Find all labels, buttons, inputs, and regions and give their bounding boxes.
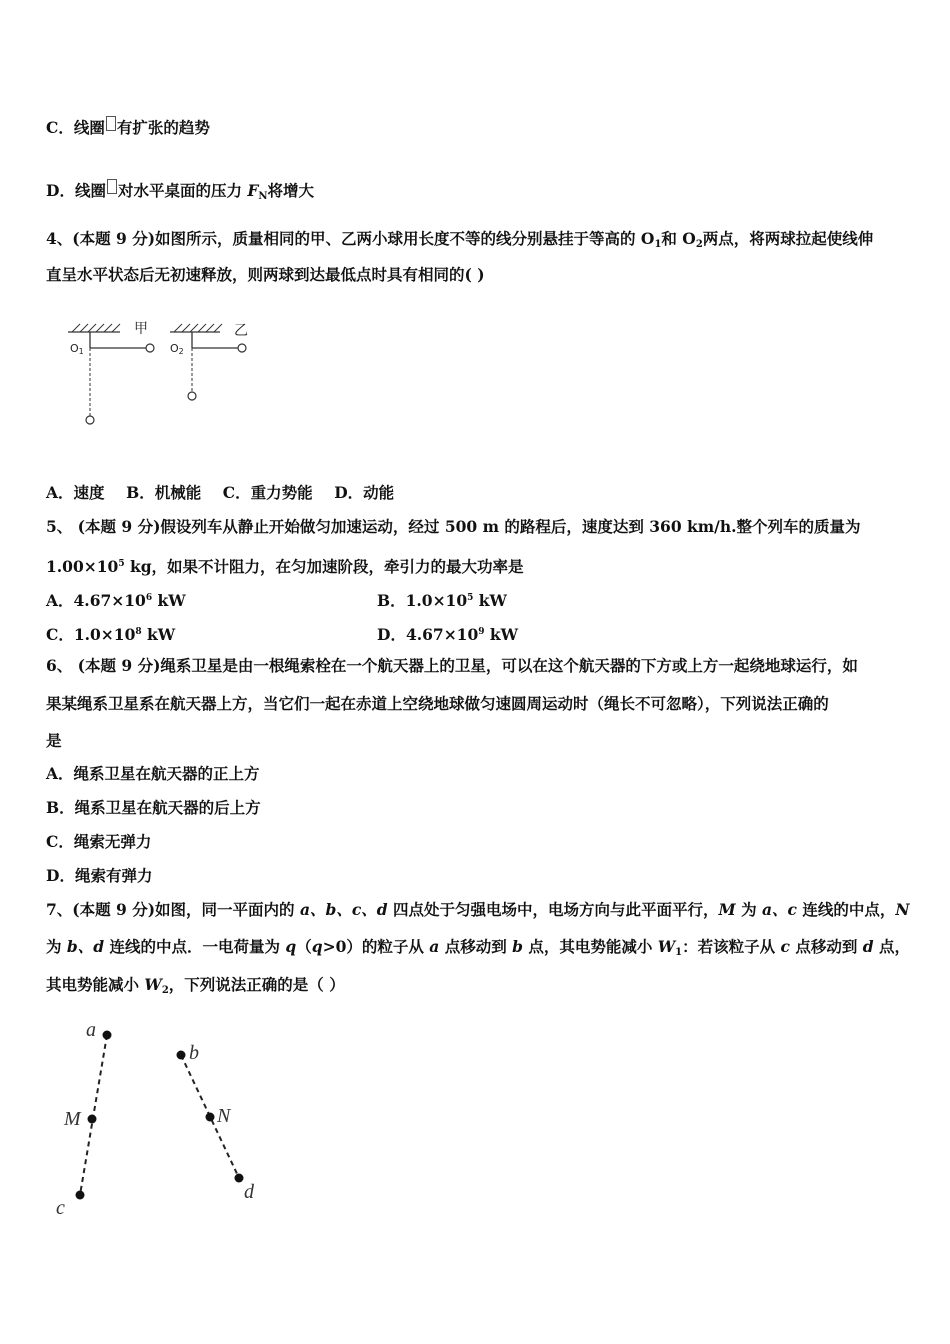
q5-option-c-value: C．1.0×10 xyxy=(46,625,136,644)
point-d xyxy=(235,1174,244,1183)
superscript: 8 xyxy=(135,627,142,637)
q7-text: ，下列说法正确的是（ ） xyxy=(168,975,345,994)
q7-var: d xyxy=(862,937,874,956)
q7-text: 其电势能减小 xyxy=(46,975,145,994)
q3-option-d xyxy=(46,179,314,207)
label-n: N xyxy=(217,1105,231,1127)
q7-var: q xyxy=(285,937,297,956)
q5-option-a-value: A．4.67×10 xyxy=(46,591,146,610)
q5-stem-line1: 5、 (本题 9 分)假设列车从静止开始做匀加速运动，经过 500 m 的路程后，速度达到 360 km/h.整个列车的质量为 xyxy=(46,517,861,536)
q7-text: 点，其电势能减小 xyxy=(522,937,658,956)
q5-option-c xyxy=(46,622,175,645)
point-n xyxy=(206,1113,215,1122)
q7-text: 点移动到 xyxy=(790,937,863,956)
q3-option-c xyxy=(46,116,210,138)
label-c: c xyxy=(56,1197,65,1219)
label-b: b xyxy=(189,1042,199,1064)
q5-stem-line2 xyxy=(46,554,524,577)
label-yi: 乙 xyxy=(234,323,248,339)
q7-var: W xyxy=(144,975,162,994)
point-a xyxy=(103,1031,112,1040)
q5-option-a-unit: kW xyxy=(152,591,186,610)
q7-text: >0）的粒子从 xyxy=(322,937,430,956)
q3-option-d-suffix: 将增大 xyxy=(267,181,315,200)
q7-text: 连线的中点， xyxy=(796,900,896,919)
q7-text: ：若该粒子从 xyxy=(682,937,781,956)
q7-var: b xyxy=(512,937,523,956)
q7-var: b、d xyxy=(66,937,105,956)
q7-text: 7、(本题 9 分)如图，同一平面内的 xyxy=(46,900,300,919)
q3-option-d-prefix: D．线圈 xyxy=(46,181,106,200)
q5-option-d-value: D．4.67×10 xyxy=(377,625,479,644)
q5-text: kg，如果不计阻力，在匀加速阶段，牵引力的最大功率是 xyxy=(124,557,524,576)
q4-stem-line1 xyxy=(46,229,873,255)
ball-yi-lowest xyxy=(188,392,196,400)
missing-glyph-icon xyxy=(107,179,117,194)
q4-stem-line2: 直呈水平状态后无初速释放，则两球到达最低点时具有相同的( ) xyxy=(46,265,485,284)
label-d: d xyxy=(244,1181,254,1203)
superscript: 5 xyxy=(118,559,125,569)
q3-option-c-text: 有扩张的趋势 xyxy=(116,118,210,137)
q5-option-b-unit: kW xyxy=(473,591,507,610)
q4-pendulum-figure xyxy=(60,318,260,430)
q7-text: 为 xyxy=(735,900,762,919)
q7-text: 为 xyxy=(46,937,67,956)
label-jia: 甲 xyxy=(134,321,148,337)
q7-text: 点， xyxy=(873,937,911,956)
q5-option-d xyxy=(377,622,518,645)
q4-text: 两点，将两球拉起使线伸 xyxy=(702,229,874,248)
q7-var: W xyxy=(657,937,676,956)
q5-option-a xyxy=(46,588,186,611)
label-a: a xyxy=(86,1019,96,1041)
q5-option-d-unit: kW xyxy=(484,625,519,644)
superscript: 5 xyxy=(467,593,474,603)
q6-stem-line1: 6、 (本题 9 分)绳系卫星是由一根绳索栓在一个航天器上的卫星，可以在这个航天器的下方或上方一起绕地球运行，如 xyxy=(46,656,858,675)
q7-text: 点移动到 xyxy=(439,937,513,956)
q7-var: a、b、c、d xyxy=(299,900,388,919)
ball-jia-lowest xyxy=(86,416,94,424)
force-symbol: F xyxy=(247,181,259,200)
q6-option-a: A．绳系卫星在航天器的正上方 xyxy=(46,764,260,783)
q7-var: q xyxy=(311,937,323,956)
q7-var: a xyxy=(429,937,440,956)
q4-text: 4、(本题 9 分)如图所示，质量相同的甲、乙两小球用长度不等的线分别悬挂于等高的 O xyxy=(46,229,655,248)
q7-stem-line3 xyxy=(46,975,345,1001)
q4-options: A．速度 B．机械能 C．重力势能 D．动能 xyxy=(46,483,395,502)
q3-option-c-prefix: C．线圈 xyxy=(46,118,105,137)
q3-option-d-text: 对水平桌面的压力 xyxy=(117,181,242,200)
ball-yi-horizontal xyxy=(238,344,246,352)
q5-mass: 1.00×10 xyxy=(46,557,119,576)
q5-option-c-unit: kW xyxy=(141,625,176,644)
q6-option-d: D．绳索有弹力 xyxy=(46,866,153,885)
q7-var: N xyxy=(895,900,910,919)
q6-stem-line3: 是 xyxy=(46,731,62,750)
point-c xyxy=(76,1191,85,1200)
q7-text: （ xyxy=(296,937,312,956)
force-subscript: N xyxy=(258,191,268,202)
subscript: 1 xyxy=(654,239,662,250)
q7-text: 四点处于匀强电场中，电场方向与此平面平行， xyxy=(387,900,719,919)
q7-var: a、c xyxy=(761,900,797,919)
q4-text: 和 O xyxy=(661,229,696,248)
q7-text: 连线的中点．一电荷量为 xyxy=(104,937,286,956)
label-m: M xyxy=(64,1108,81,1130)
q7-stem-line1 xyxy=(46,900,910,920)
q7-var: M xyxy=(718,900,736,919)
label-o2: O2 xyxy=(170,342,184,356)
superscript: 6 xyxy=(145,593,153,603)
q7-var: c xyxy=(780,937,790,956)
q5-option-b xyxy=(377,588,507,611)
subscript: 1 xyxy=(675,947,683,958)
ball-jia-horizontal xyxy=(146,344,154,352)
point-m xyxy=(88,1115,97,1124)
superscript: 9 xyxy=(478,627,485,637)
q5-option-b-value: B．1.0×10 xyxy=(377,591,468,610)
point-b xyxy=(177,1051,186,1060)
q6-stem-line2: 果某绳系卫星系在航天器上方，当它们一起在赤道上空绕地球做匀速圆周运动时（绳长不可忽略），下列说法正确的 xyxy=(46,694,829,713)
label-o1: O1 xyxy=(70,342,84,356)
q6-option-b: B．绳系卫星在航天器的后上方 xyxy=(46,798,261,817)
missing-glyph-icon xyxy=(106,116,116,131)
subscript: 2 xyxy=(695,239,703,250)
subscript: 2 xyxy=(161,985,169,996)
q7-points-figure xyxy=(46,1012,276,1224)
q7-stem-line2 xyxy=(46,937,910,963)
q6-option-c: C．绳索无弹力 xyxy=(46,832,152,851)
